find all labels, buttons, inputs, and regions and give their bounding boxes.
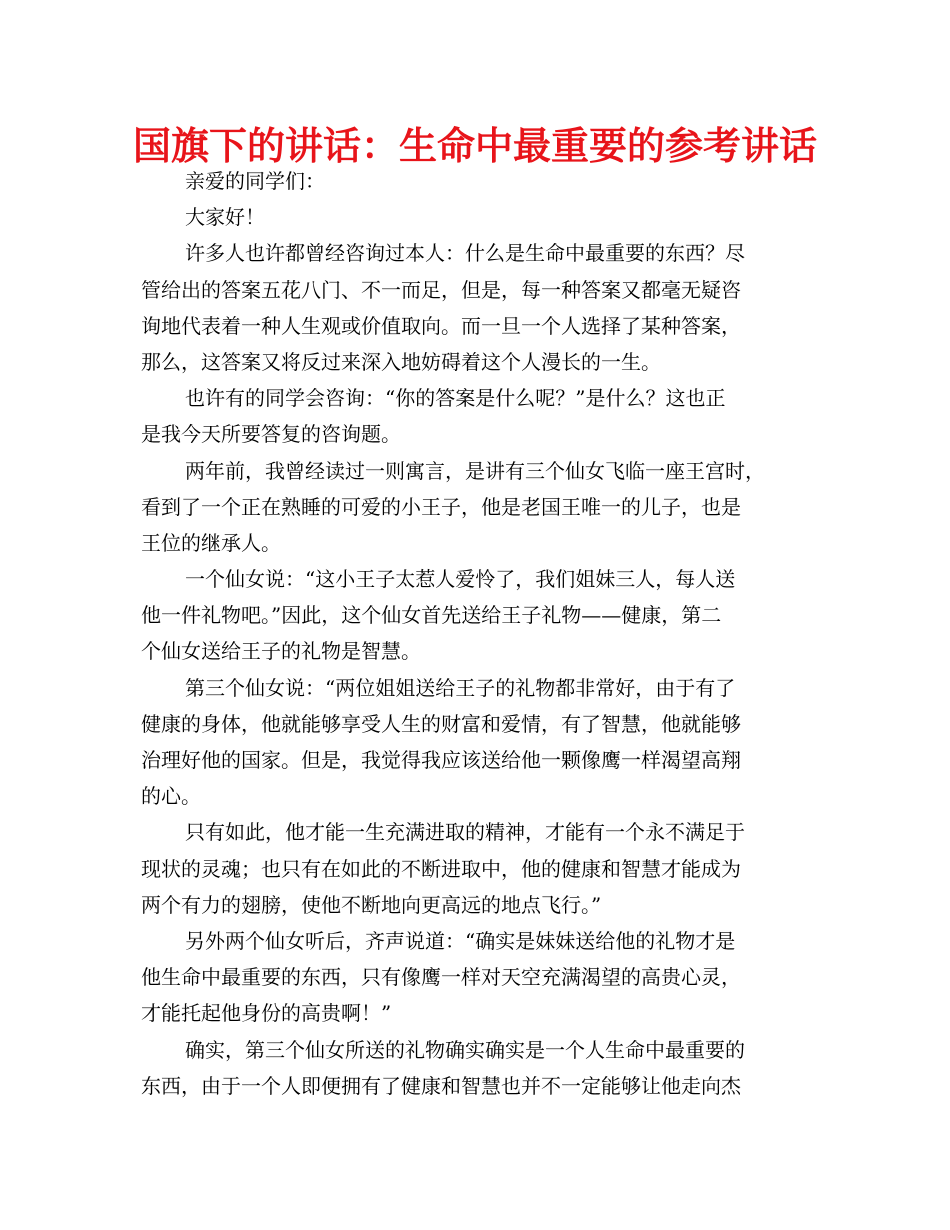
- text-line: 那么，这答案又将反过来深入地妨碍着这个人漫长的一生。: [141, 349, 661, 374]
- text-line: 管给出的答案五花八门、不一而足，但是，每一种答案又都毫无疑咨: [141, 277, 741, 302]
- text-line: 个仙女送给王子的礼物是智慧。: [141, 639, 421, 664]
- text-line: 才能托起他身份的高贵啊！”: [141, 1001, 392, 1026]
- text-line: 另外两个仙女听后，齐声说道：“确实是妹妹送给他的礼物才是: [185, 928, 736, 953]
- text-line: 现状的灵魂；也只有在如此的不断进取中，他的健康和智慧才能成为: [141, 856, 741, 881]
- text-line: 询地代表着一种人生观或价值取向。而一旦一个人选择了某种答案，: [141, 313, 741, 338]
- text-line: 第三个仙女说：“两位姐姐送给王子的礼物都非常好，由于有了: [185, 675, 736, 700]
- text-line: 治理好他的国家。但是，我觉得我应该送给他一颗像鹰一样渴望高翔: [141, 748, 741, 772]
- text-line: 他生命中最重要的东西，只有像鹰一样对天空充满渴望的高贵心灵，: [141, 965, 741, 990]
- text-line: 他一件礼物吧。”因此，这个仙女首先送给王子礼物——健康，第二: [141, 603, 722, 628]
- text-line: 确实，第三个仙女所送的礼物确实确实是一个人生命中最重要的: [185, 1037, 745, 1062]
- text-line: 也许有的同学会咨询：“你的答案是什么呢？”是什么？这也正: [185, 386, 726, 411]
- text-line: 亲爱的同学们：: [185, 169, 325, 193]
- text-line: 的心。: [141, 784, 201, 809]
- text-line: 大家好！: [185, 205, 265, 230]
- text-line: 看到了一个正在熟睡的可爱的小王子，他是老国王唯一的儿子，也是: [141, 494, 741, 519]
- text-line: 一个仙女说：“这小王子太惹人爱怜了，我们姐妹三人，每人送: [185, 567, 736, 592]
- text-line: 两个有力的翅膀，使他不断地向更高远的地点飞行。”: [141, 892, 602, 917]
- text-line: 只有如此，他才能一生充满进取的精神，才能有一个永不满足于: [185, 820, 745, 845]
- page-title: 国旗下的讲话：生命中最重要的参考讲话: [132, 124, 817, 168]
- text-line: 是我今天所要答复的咨询题。: [141, 422, 401, 447]
- text-line: 王位的继承人。: [141, 530, 281, 555]
- document-body: [141, 163, 811, 1104]
- text-line: 东西，由于一个人即便拥有了健康和智慧也并不一定能够让他走向杰: [141, 1073, 741, 1098]
- text-line: 健康的身体，他就能够享受人生的财富和爱情，有了智慧，他就能够: [141, 711, 741, 736]
- text-line: 许多人也许都曾经咨询过本人：什么是生命中最重要的东西？尽: [185, 241, 745, 266]
- text-line: 两年前，我曾经读过一则寓言，是讲有三个仙女飞临一座王宫时，: [185, 458, 765, 483]
